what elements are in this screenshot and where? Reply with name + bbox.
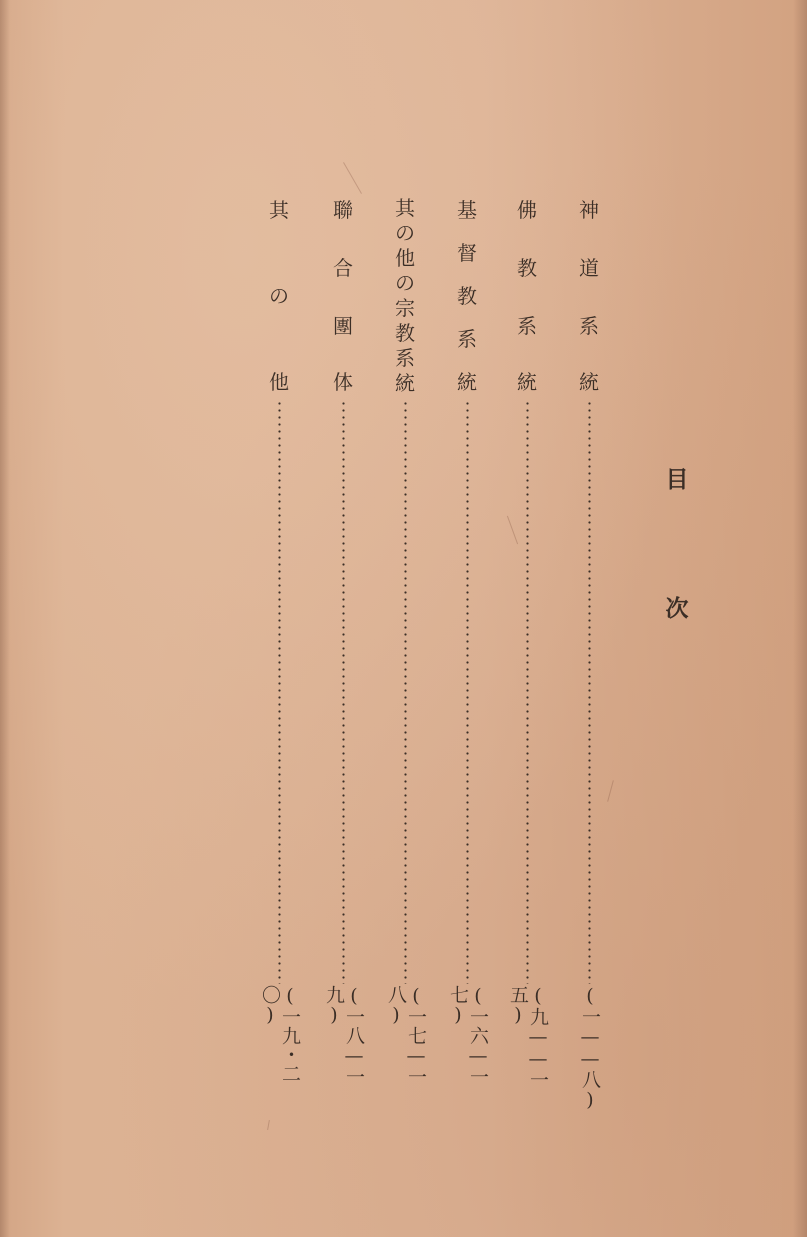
entry-name-char: 道 xyxy=(579,256,599,280)
toc-entry xyxy=(507,0,549,1237)
entry-page-range: (一六—一七) xyxy=(447,985,489,1086)
toc-title-char: 次 xyxy=(665,595,689,622)
toc-entry xyxy=(574,0,604,1237)
entry-page-range: (一九・二〇) xyxy=(259,985,301,1083)
entry-name-char: 宗 xyxy=(395,296,415,320)
entry-name-char: 他 xyxy=(269,370,289,394)
entry-name-char: 督 xyxy=(457,241,477,265)
entry-name-char: 佛 xyxy=(517,198,537,222)
entry-name-char: の xyxy=(269,284,289,308)
toc-entry xyxy=(323,0,365,1237)
entry-page-range: (九——一五) xyxy=(507,985,549,1089)
entry-name-char: 其 xyxy=(269,198,289,222)
entry-page-range: (一——八) xyxy=(578,985,601,1111)
entry-name-char: 教 xyxy=(457,284,477,308)
entry-name-char: 系 xyxy=(579,314,599,338)
dot-leader xyxy=(404,400,407,984)
entry-name-char: の xyxy=(395,221,415,245)
entry-name-char: 統 xyxy=(395,371,415,395)
dot-leader xyxy=(588,400,591,984)
page-right-edge-shadow xyxy=(793,0,807,1237)
toc-entry xyxy=(447,0,489,1237)
entry-name-char: 合 xyxy=(333,256,353,280)
dot-leader xyxy=(278,400,281,984)
entry-name-char: 系 xyxy=(395,346,415,370)
entry-name-char: 其 xyxy=(395,196,415,220)
paper-fiber xyxy=(607,780,614,802)
entry-name-char: 團 xyxy=(333,314,353,338)
entry-name-char: 統 xyxy=(517,370,537,394)
entry-name-char: 体 xyxy=(333,370,353,394)
entry-name-char: 聯 xyxy=(333,198,353,222)
entry-name-char: 系 xyxy=(457,327,477,351)
entry-page-range: (一八—一九) xyxy=(323,985,365,1086)
dot-leader xyxy=(466,400,469,984)
entry-name-char: の xyxy=(395,271,415,295)
entry-name-char: 基 xyxy=(457,198,477,222)
dot-leader xyxy=(342,400,345,984)
entry-name-char: 統 xyxy=(457,370,477,394)
entry-name-char: 系 xyxy=(517,314,537,338)
entry-name-char: 統 xyxy=(579,370,599,394)
entry-name-char: 神 xyxy=(579,198,599,222)
entry-name-char: 教 xyxy=(395,321,415,345)
entry-name-char: 教 xyxy=(517,256,537,280)
toc-title-char: 目 xyxy=(665,466,689,493)
entry-page-range: (一七—一八) xyxy=(385,985,427,1086)
toc-entry xyxy=(259,0,301,1237)
entry-name-char: 他 xyxy=(395,246,415,270)
dot-leader xyxy=(526,400,529,984)
toc-entry xyxy=(385,0,427,1237)
page-left-edge-shadow xyxy=(0,0,10,1237)
